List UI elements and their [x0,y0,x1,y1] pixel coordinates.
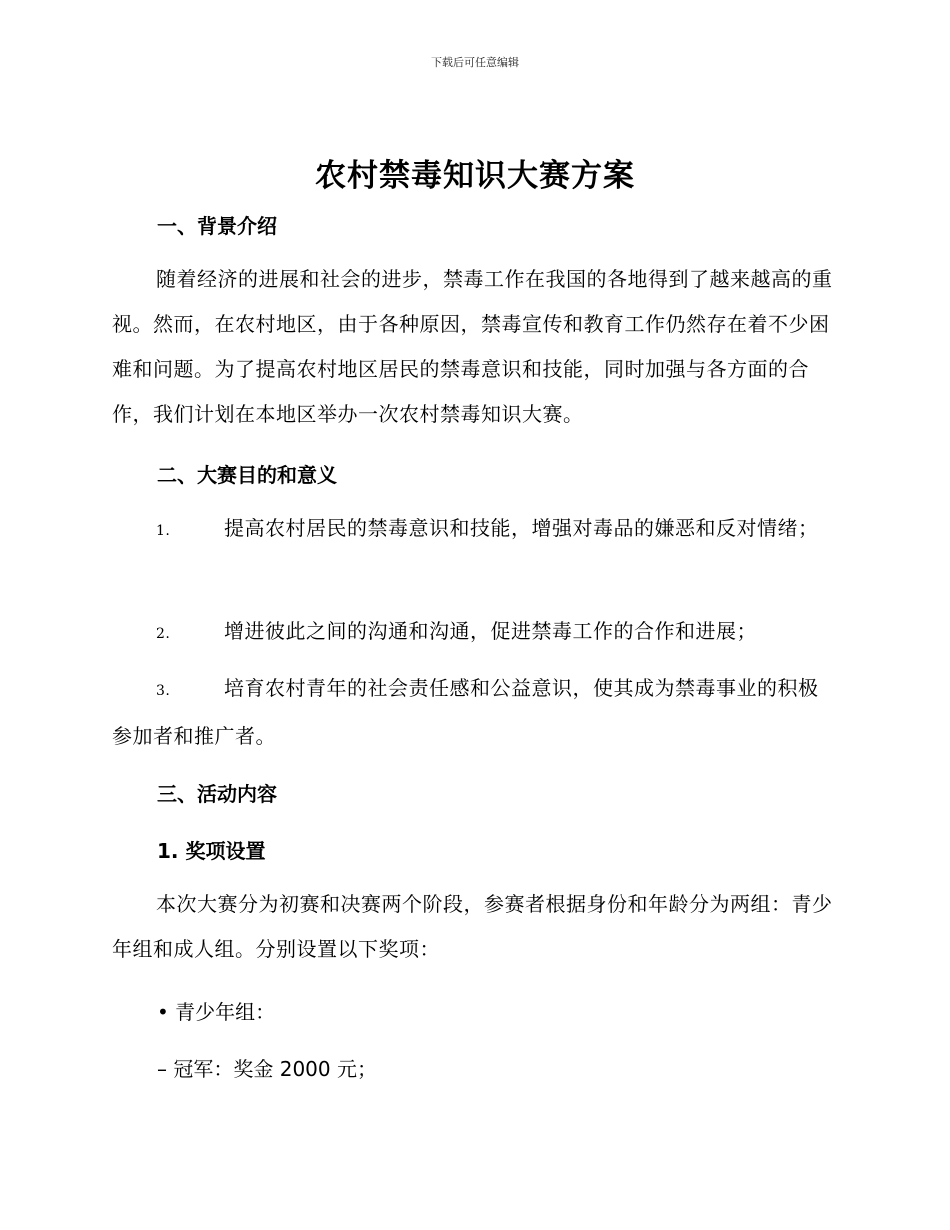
purpose-list [112,506,838,554]
list-number: 2. [156,626,171,642]
subheading-awards: 1. 奖项设置 [157,839,266,863]
background-paragraph: 随着经济的进展和社会的进步，禁毒工作在我国的各地得到了越来越高的重视。然而，在农村地区，由于各种原因，禁毒宣传和教育工作仍然存在着不少困难和问题。为了提高农村地区居民的禁毒意识和技能，同时加强与各方面的合作，我们计划在本地区举办一次农村禁毒知识大赛。 [112,267,833,426]
background-paragraph-block [112,257,838,437]
list-item [112,506,838,554]
list-item [112,609,838,657]
list-number: 1. [156,523,171,539]
purpose-list-3 [112,666,838,759]
awards-paragraph-block [112,882,838,972]
section-heading-purpose: 二、大赛目的和意义 [157,463,337,487]
list-text: 培育农村青年的社会责任感和公益意识，使其成为禁毒事业的积极参加者和推广者。 [112,676,819,748]
document-title: 农村禁毒知识大赛方案 [315,158,635,194]
purpose-list-2 [112,609,838,657]
header-note: 下载后可任意编辑 [431,56,519,69]
section-heading-content: 三、活动内容 [157,782,277,806]
awards-paragraph: 本次大赛分为初赛和决赛两个阶段，参赛者根据身份和年龄分为两组：青少年组和成人组。分别设置以下奖项： [112,892,833,961]
list-text: 增进彼此之间的沟通和沟通，促进禁毒工作的合作和进展； [224,619,757,643]
list-text: 提高农村居民的禁毒意识和技能，增强对毒品的嫌恶和反对情绪； [224,516,819,540]
bullet-youth-group: • 青少年组： [157,1000,276,1024]
section-heading-background: 一、背景介绍 [157,214,277,238]
list-number: 3. [156,683,171,699]
list-item [112,666,838,759]
dash-champion: – 冠军：奖金 2000 元； [157,1057,377,1081]
